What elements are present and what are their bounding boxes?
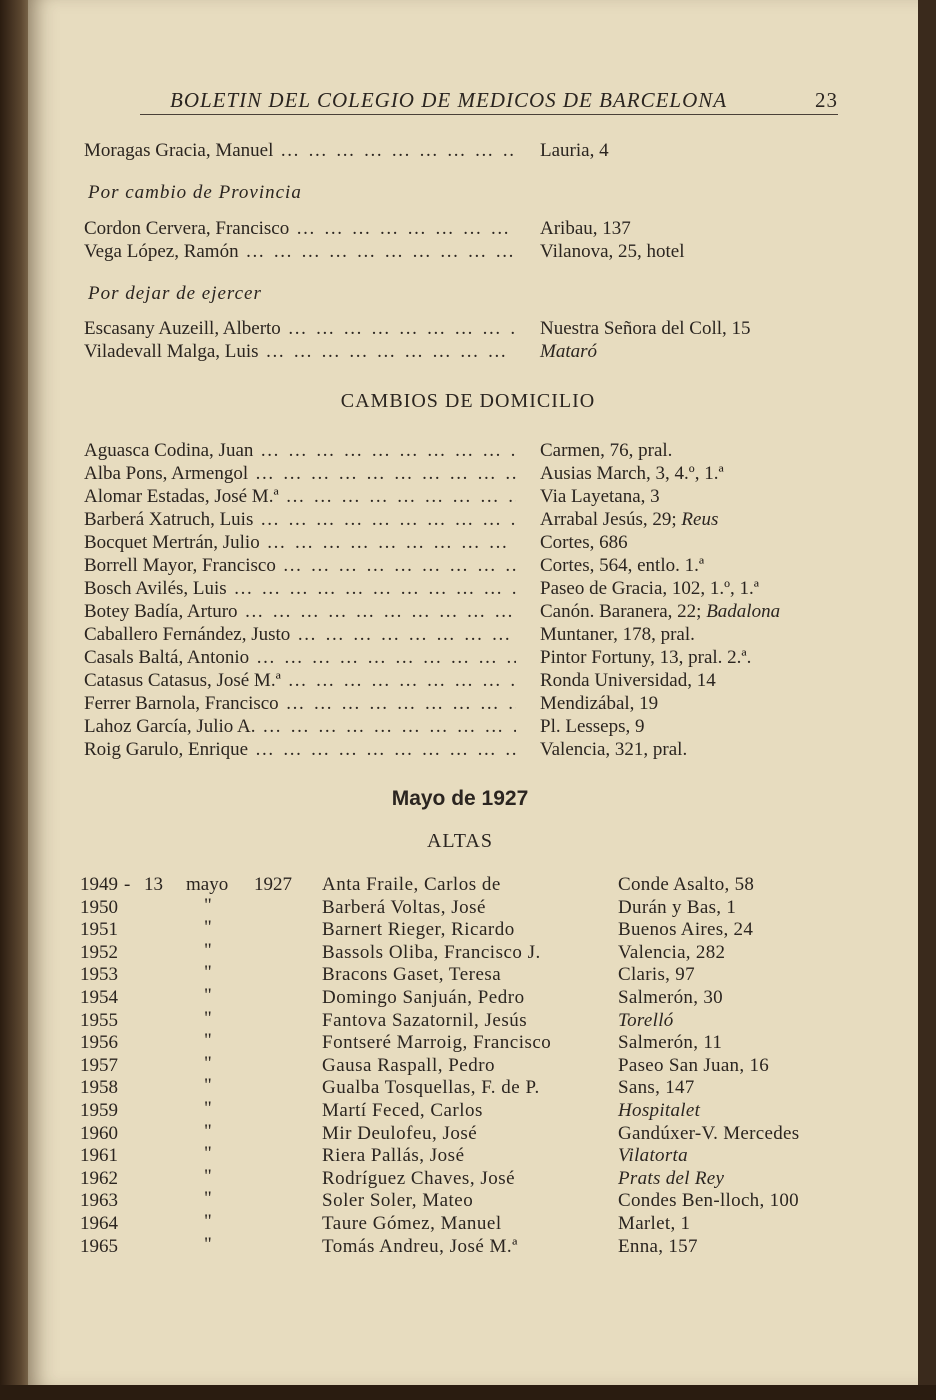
doctor-address: Via Layetana, 3 bbox=[540, 486, 660, 507]
doctor-name: Gausa Raspall, Pedro bbox=[322, 1054, 496, 1076]
date-year: 1927 bbox=[254, 874, 292, 895]
doctor-address: Hospitalet bbox=[618, 1100, 701, 1121]
list-item bbox=[84, 601, 844, 625]
ditto-mark: " bbox=[204, 1007, 212, 1029]
doctor-name: Alba Pons, Armengol … … … … … … … … … … … … … … … … … … … … bbox=[84, 463, 516, 485]
doctor-address: Conde Asalto, 58 bbox=[618, 874, 755, 895]
doctor-name: Taure Gómez, Manuel bbox=[322, 1213, 502, 1234]
doctor-name: Ferrer Barnola, Francisco … … … … … … … … … … … … … … … … … … … … bbox=[84, 693, 516, 715]
doctor-name: Borrell Mayor, Francisco … … … … … … … … … … … … … … … … … … … … bbox=[84, 555, 516, 577]
doctor-name: Soler Soler, Mateo bbox=[322, 1190, 474, 1212]
doctor-address: Muntaner, 178, pral. bbox=[540, 624, 695, 645]
ditto-mark: " bbox=[204, 1165, 212, 1187]
doctor-name: Botey Badía, Arturo … … … … … … … … … … … … … … … … … … … … bbox=[84, 601, 516, 623]
member-number: 1959 bbox=[80, 1100, 118, 1121]
doctor-name: Bracons Gaset, Teresa bbox=[322, 964, 502, 986]
doctor-address: Cortes, 686 bbox=[540, 532, 628, 553]
list-item bbox=[84, 318, 844, 342]
doctor-address: Vilatorta bbox=[618, 1145, 688, 1167]
doctor-address: Pintor Fortuny, 13, pral. 2.ª. bbox=[540, 647, 752, 668]
ditto-mark: " bbox=[204, 1188, 212, 1210]
doctor-address: Sans, 147 bbox=[618, 1077, 695, 1099]
doctor-name: Cordon Cervera, Francisco … … … … … … … … … … … … … … … … … … … … bbox=[84, 218, 516, 240]
member-number: 1954 bbox=[80, 987, 118, 1008]
journal-title: BOLETIN DEL COLEGIO DE MEDICOS DE BARCELONA bbox=[170, 88, 728, 112]
member-number: 1964 bbox=[80, 1213, 118, 1234]
doctor-name: Mir Deulofeu, José bbox=[322, 1122, 478, 1144]
street-text: Arrabal Jesús, 29; bbox=[540, 509, 677, 530]
doctor-address: Torelló bbox=[618, 1009, 674, 1031]
list-item bbox=[80, 1120, 850, 1146]
member-number: 1957 bbox=[80, 1054, 118, 1076]
doctor-name: Caballero Fernández, Justo … … … … … … … … … … … … … … … … … … … … bbox=[84, 624, 516, 646]
ditto-mark: " bbox=[204, 1120, 212, 1142]
list-item bbox=[80, 1007, 850, 1033]
doctor-address bbox=[540, 509, 718, 531]
street-text: Canón. Baranera, 22; bbox=[540, 601, 702, 622]
member-number: 1949 bbox=[80, 874, 118, 895]
doctor-address: Valencia, 321, pral. bbox=[540, 739, 688, 760]
doctor-name: Alomar Estadas, José M.ª … … … … … … … … … … … … … … … … … … … … bbox=[84, 486, 516, 508]
date-month: mayo bbox=[186, 874, 229, 895]
doctor-name: Fontseré Marroig, Francisco bbox=[322, 1032, 552, 1054]
list-item bbox=[84, 440, 844, 464]
doctor-name: Bosch Avilés, Luis … … … … … … … … … … … … … … … … … … … … bbox=[84, 578, 516, 600]
section-heading-dejar-ejercer: Por dejar de ejercer bbox=[88, 283, 262, 304]
doctor-name: Riera Pallás, José bbox=[322, 1145, 465, 1167]
member-number: 1952 bbox=[80, 941, 118, 963]
list-item bbox=[84, 140, 844, 164]
list-item bbox=[80, 1233, 850, 1259]
member-number: 1960 bbox=[80, 1122, 118, 1144]
member-number: 1951 bbox=[80, 919, 118, 941]
ditto-mark: " bbox=[204, 917, 212, 939]
doctor-name: Bocquet Mertrán, Julio … … … … … … … … … … … … … … … … … … … … bbox=[84, 532, 516, 554]
doctor-address: Cortes, 564, entlo. 1.ª bbox=[540, 555, 705, 576]
member-number: 1956 bbox=[80, 1032, 118, 1054]
doctor-name: Catasus Catasus, José M.ª … … … … … … … … … … … … … … … … … … … … bbox=[84, 670, 516, 692]
list-item bbox=[80, 1165, 850, 1191]
list-item bbox=[80, 919, 850, 942]
page-number: 23 bbox=[815, 88, 838, 112]
list-item bbox=[84, 218, 844, 242]
list-item bbox=[80, 894, 850, 920]
doctor-address: Mataró bbox=[540, 341, 597, 362]
doctor-address: Vilanova, 25, hotel bbox=[540, 241, 685, 262]
section-heading-cambio-provincia: Por cambio de Provincia bbox=[88, 182, 302, 203]
member-number: 1958 bbox=[80, 1077, 118, 1099]
month-heading: Mayo de 1927 bbox=[391, 787, 529, 810]
list-item bbox=[80, 1213, 850, 1236]
list-item bbox=[84, 624, 844, 648]
doctor-address: Salmerón, 30 bbox=[618, 987, 723, 1008]
list-item bbox=[80, 1077, 850, 1100]
list-item bbox=[84, 647, 844, 671]
member-number: 1961 bbox=[80, 1145, 118, 1167]
doctor-name: Lahoz García, Julio A. … … … … … … … … … … … … … … … … … … … … bbox=[84, 716, 516, 738]
doctor-address: Claris, 97 bbox=[618, 964, 695, 986]
ditto-mark: " bbox=[204, 985, 212, 1006]
list-item bbox=[84, 463, 844, 487]
list-item bbox=[84, 241, 844, 265]
doctor-address: Lauria, 4 bbox=[540, 140, 609, 161]
doctor-address: Pl. Lesseps, 9 bbox=[540, 716, 645, 737]
list-item bbox=[80, 987, 850, 1010]
doctor-name: Casals Baltá, Antonio … … … … … … … … … … … … … … … … … … … … bbox=[84, 647, 516, 669]
doctor-address: Enna, 157 bbox=[618, 1235, 698, 1257]
doctor-name: Escasany Auzeill, Alberto … … … … … … … … … … … … … … … … … … … … bbox=[84, 318, 516, 340]
doctor-address: Marlet, 1 bbox=[618, 1213, 691, 1234]
doctor-name: Gualba Tosquellas, F. de P. bbox=[322, 1077, 540, 1099]
doctor-name: Anta Fraile, Carlos de bbox=[322, 874, 501, 895]
section-heading-cambios-domicilio: CAMBIOS DE DOMICILIO bbox=[340, 390, 596, 412]
list-item bbox=[84, 670, 844, 694]
doctor-address: Durán y Bas, 1 bbox=[618, 896, 737, 918]
ditto-mark: " bbox=[204, 1143, 212, 1165]
list-item bbox=[80, 1145, 850, 1168]
ditto-mark: " bbox=[204, 1233, 212, 1255]
doctor-name: Barberá Voltas, José bbox=[322, 896, 486, 918]
section-heading-altas: ALTAS bbox=[426, 830, 493, 852]
list-item bbox=[84, 509, 844, 533]
ditto-mark: " bbox=[204, 1052, 212, 1074]
doctor-address: Paseo San Juan, 16 bbox=[618, 1054, 770, 1076]
doctor-name: Martí Feced, Carlos bbox=[322, 1100, 483, 1121]
doctor-address bbox=[540, 601, 780, 623]
doctor-address: Valencia, 282 bbox=[618, 941, 726, 963]
doctor-address: Buenos Aires, 24 bbox=[618, 919, 754, 941]
doctor-address: Paseo de Gracia, 102, 1.º, 1.ª bbox=[540, 578, 760, 599]
list-item bbox=[80, 964, 850, 987]
member-number: 1962 bbox=[80, 1167, 118, 1189]
page-edge bbox=[0, 1385, 936, 1400]
doctor-name: Tomás Andreu, José M.ª bbox=[322, 1235, 518, 1257]
doctor-address: Nuestra Señora del Coll, 15 bbox=[540, 318, 751, 339]
list-item bbox=[84, 341, 844, 365]
list-item bbox=[84, 693, 844, 717]
doctor-name: Roig Garulo, Enrique … … … … … … … … … … … … … … … … … … … … bbox=[84, 739, 516, 761]
doctor-address: Prats del Rey bbox=[618, 1167, 725, 1189]
member-number: 1950 bbox=[80, 896, 118, 918]
list-item bbox=[84, 578, 844, 602]
list-item bbox=[84, 486, 844, 510]
date-day: 13 bbox=[144, 874, 163, 895]
list-item bbox=[80, 1032, 850, 1055]
doctor-address: Mendizábal, 19 bbox=[540, 693, 659, 714]
member-number: 1963 bbox=[80, 1190, 118, 1212]
date-dash: - bbox=[124, 874, 131, 895]
doctor-address: Salmerón, 11 bbox=[618, 1032, 723, 1054]
ditto-mark: " bbox=[204, 1098, 212, 1119]
list-item bbox=[80, 1100, 850, 1123]
doctor-name: Viladevall Malga, Luis … … … … … … … … … … … … … … … … … … … … bbox=[84, 341, 516, 363]
header-rule bbox=[140, 114, 838, 115]
doctor-name: Aguasca Codina, Juan … … … … … … … … … … … … … … … … … … … … bbox=[84, 440, 516, 462]
member-number: 1955 bbox=[80, 1009, 118, 1031]
doctor-name: Bassols Oliba, Francisco J. bbox=[322, 941, 541, 963]
ditto-mark: " bbox=[204, 939, 212, 961]
list-item bbox=[80, 874, 850, 897]
list-item bbox=[80, 939, 850, 965]
list-item bbox=[84, 739, 844, 763]
doctor-address: Gandúxer-V. Mercedes bbox=[618, 1122, 800, 1144]
doctor-name: Moragas Gracia, Manuel … … … … … … … … … … … … … … … … … … … … bbox=[84, 140, 516, 162]
ditto-mark: " bbox=[204, 1030, 212, 1052]
ditto-mark: " bbox=[204, 962, 212, 984]
doctor-address: Carmen, 76, pral. bbox=[540, 440, 673, 461]
town-text: Reus bbox=[681, 509, 719, 530]
member-number: 1953 bbox=[80, 964, 118, 986]
ditto-mark: " bbox=[204, 1211, 212, 1232]
member-number: 1965 bbox=[80, 1235, 118, 1257]
list-item bbox=[80, 1052, 850, 1078]
list-item bbox=[84, 532, 844, 556]
doctor-name: Vega López, Ramón … … … … … … … … … … … … … … … … … … … … bbox=[84, 241, 516, 263]
doctor-address: Condes Ben-lloch, 100 bbox=[618, 1190, 799, 1212]
doctor-name: Barnert Rieger, Ricardo bbox=[322, 919, 515, 941]
list-item bbox=[84, 555, 844, 579]
doctor-name: Barberá Xatruch, Luis … … … … … … … … … … … … … … … … … … … … bbox=[84, 509, 516, 531]
doctor-name: Rodríguez Chaves, José bbox=[322, 1167, 516, 1189]
doctor-address: Ronda Universidad, 14 bbox=[540, 670, 716, 691]
ditto-mark: " bbox=[204, 894, 212, 916]
list-item bbox=[84, 716, 844, 740]
doctor-address: Ausias March, 3, 4.º, 1.ª bbox=[540, 463, 724, 484]
town-text: Badalona bbox=[706, 601, 781, 622]
doctor-name: Fantova Sazatornil, Jesús bbox=[322, 1009, 528, 1031]
doctor-address: Aribau, 137 bbox=[540, 218, 631, 239]
doctor-name: Domingo Sanjuán, Pedro bbox=[322, 987, 525, 1008]
ditto-mark: " bbox=[204, 1075, 212, 1097]
list-item bbox=[80, 1190, 850, 1213]
